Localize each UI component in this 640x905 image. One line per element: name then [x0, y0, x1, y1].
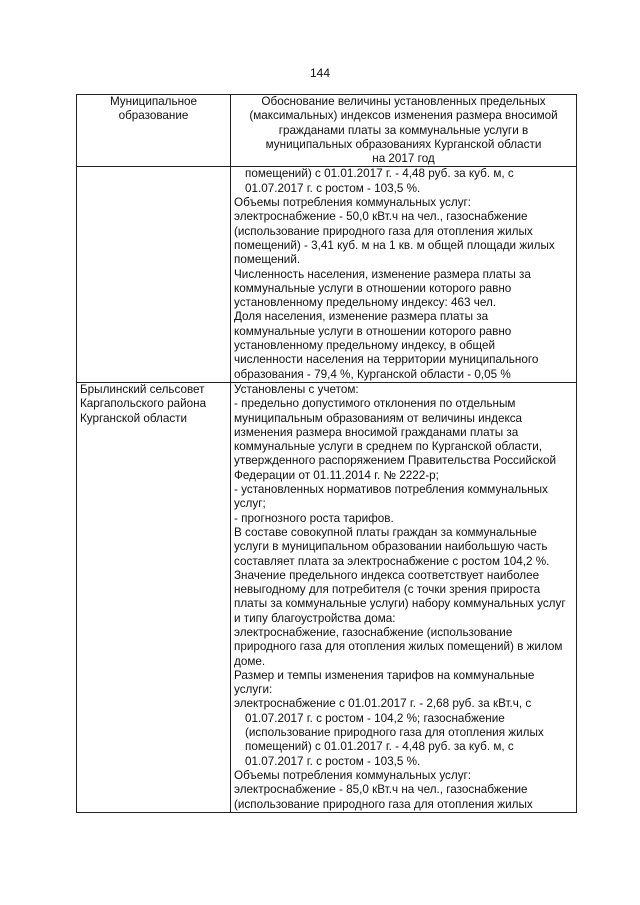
justification-line: природного газа для отопления жилых помещений) в жилом [234, 640, 563, 654]
header-line: гражданами платы за коммунальные услуги в [278, 123, 529, 137]
header-line: (максимальных) индексов изменения размера вносимой [249, 109, 558, 123]
justification-line: Доля населения, изменение размера платы за [234, 310, 489, 324]
municipality-line: Брылинский сельсовет [80, 382, 205, 396]
justification-line: установленному предельному индексу: 463 чел. [234, 296, 497, 310]
justification-line: численности населения на территории муниципального [234, 353, 539, 367]
municipality-line: Курганской области [80, 411, 188, 425]
justification-line: коммунальные услуги в отношении которого равно [234, 281, 512, 295]
justification-line: утвержденного распоряжением Правительства Российской [234, 454, 557, 468]
justification-line: 01.07.2017 г. с ростом - 103,5 %. [245, 181, 421, 195]
justification-line: образования - 79,4 %, Курганской области - 0,05 % [234, 367, 511, 381]
justification-line: Установлены с учетом: [234, 382, 359, 396]
justification-table [76, 94, 577, 813]
justification-line: составляет плата за электроснабжение с ростом 104,2 %. [234, 554, 550, 568]
municipality-line: Каргапольского района [80, 397, 207, 411]
justification-line: услуги в муниципальном образовании наибольшую часть [234, 540, 548, 554]
justification-line: и типу благоустройства дома: [234, 611, 396, 625]
justification-line: 01.07.2017 г. с ростом - 103,5 %. [245, 754, 421, 768]
municipality-cell [77, 382, 231, 812]
justification-line: установленному предельному индексу, в общей [234, 339, 496, 353]
justification-line: Федерации от 01.11.2014 г. № 2222-р; [234, 468, 439, 482]
justification-line: коммунальные услуги в среднем по Курганской области, [234, 440, 542, 454]
justification-line: Объемы потребления коммунальных услуг: [234, 768, 472, 782]
justification-line: - установленных нормативов потребления коммунальных [234, 483, 548, 497]
justification-line: (использование природного газа для отопления жилых [245, 726, 544, 740]
page-number: 144 [309, 66, 331, 80]
justification-line: помещений) с 01.01.2017 г. - 4,48 руб. за куб. м, с [245, 167, 514, 181]
justification-line: Значение предельного индекса соответствует наиболее [234, 568, 540, 582]
justification-line: электроснабжение - 85,0 кВт.ч на чел., газоснабжение [234, 783, 528, 797]
justification-line: электроснабжение с 01.01.2017 г. - 2,68 руб. за кВт.ч, с [234, 697, 532, 711]
justification-line: помещений) - 3,41 куб. м на 1 кв. м общей площади жилых [234, 238, 555, 252]
header-line: на 2017 год [372, 152, 435, 166]
justification-line: - предельно допустимого отклонения по отдельным [234, 397, 516, 411]
header-line: образование [118, 109, 189, 123]
table-row [77, 382, 577, 812]
justification-line: В составе совокупной платы граждан за коммунальные [234, 525, 537, 539]
header-line: Обоснование величины установленных предельных [261, 95, 546, 108]
header-municipality [77, 95, 231, 167]
justification-line: помещений) с 01.01.2017 г. - 4,48 руб. за куб. м, с [245, 740, 514, 754]
justification-line: невыгодному для потребителя (с точки зрения прироста [234, 583, 541, 597]
justification-cell [231, 167, 577, 382]
justification-line: изменения размера вносимой гражданами платы за [234, 425, 519, 439]
justification-line: электроснабжение, газоснабжение (использование [234, 625, 513, 639]
justification-line: услуг; [234, 497, 266, 511]
justification-line: (использование природного газа для отопления жилых [234, 224, 533, 238]
justification-line: муниципальным образованиям от величины индекса [234, 411, 523, 425]
table-header-row [77, 95, 577, 167]
justification-line: платы за коммунальные услуги) набору коммунальных услуг [234, 597, 566, 611]
header-line: Муниципальное [109, 95, 198, 108]
municipality-cell [77, 167, 231, 382]
table-row [77, 167, 577, 382]
justification-line: 01.07.2017 г. с ростом - 104,2 %; газоснабжение [245, 711, 505, 725]
justification-line: Размер и темпы изменения тарифов на коммунальные [234, 668, 535, 682]
justification-line: - прогнозного роста тарифов. [234, 511, 394, 525]
header-line: муниципальных образованиях Курганской области [265, 137, 542, 151]
header-justification [231, 95, 577, 167]
justification-line: Объемы потребления коммунальных услуг: [234, 196, 472, 210]
justification-line: электроснабжение - 50,0 кВт.ч на чел., газоснабжение [234, 210, 528, 224]
justification-line: доме. [234, 654, 266, 668]
justification-line: коммунальные услуги в отношении которого равно [234, 324, 512, 338]
justification-line: (использование природного газа для отопления жилых [234, 797, 533, 811]
justification-line: Численность населения, изменение размера платы за [234, 267, 531, 281]
justification-line: услуги: [234, 683, 273, 697]
justification-cell [231, 382, 577, 812]
justification-line: помещений. [234, 253, 301, 267]
